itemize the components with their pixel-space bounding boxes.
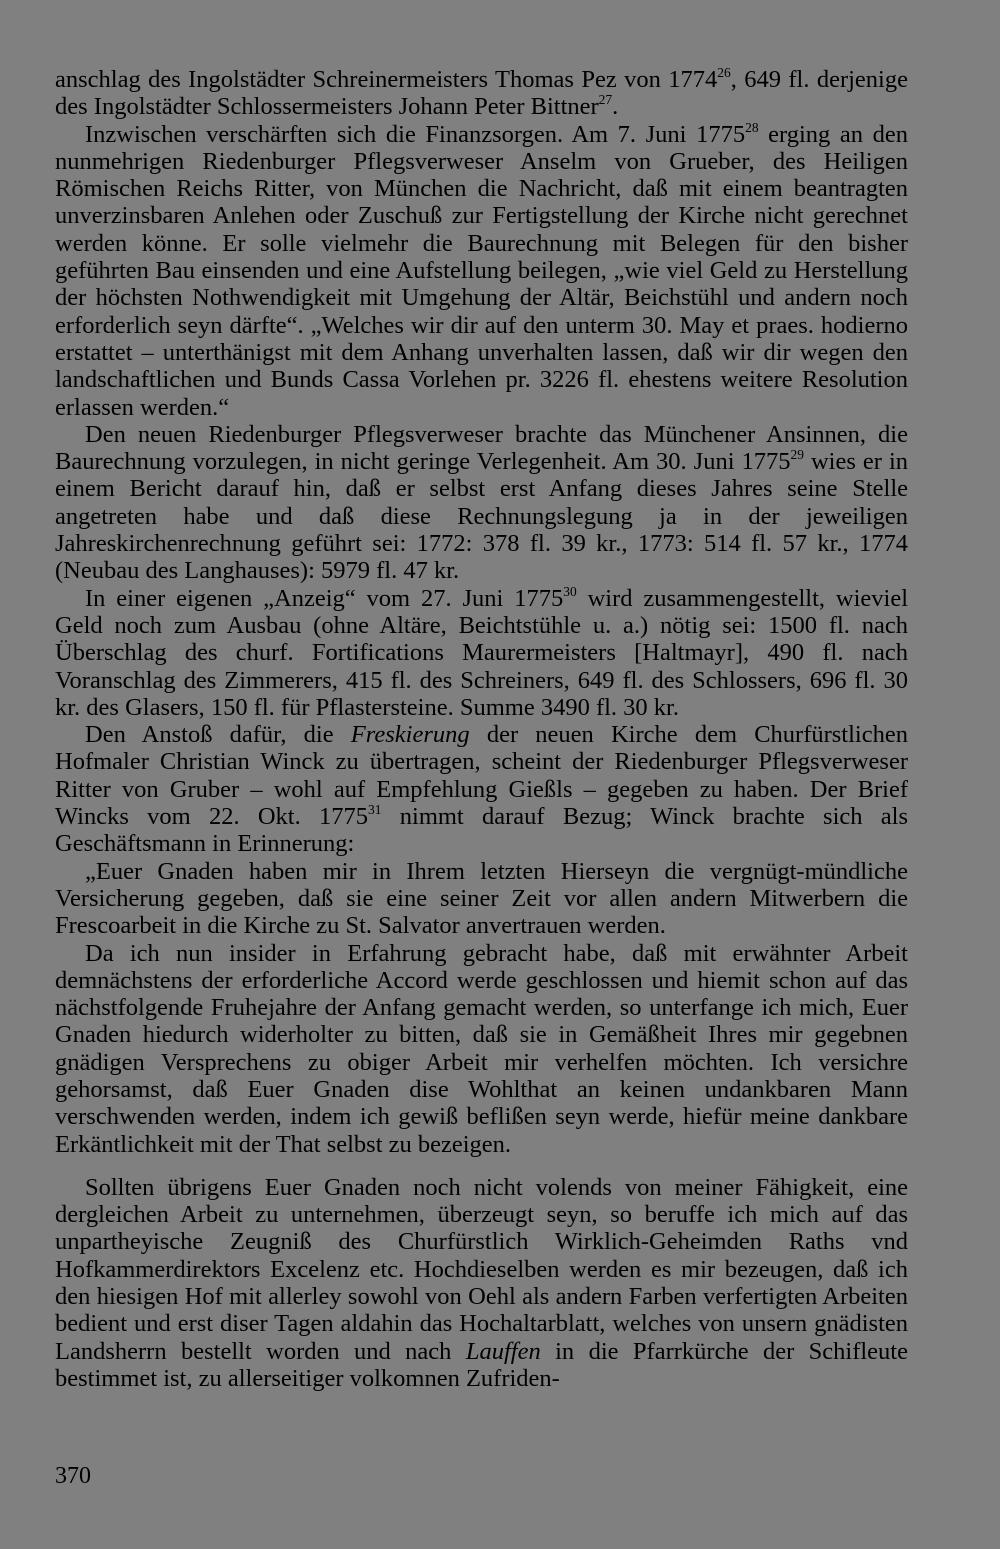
text-segment: nimmt darauf Bezug; Winck brachte sich als Geschäftsmann in Erinnerung: <box>55 803 908 858</box>
text-segment: der neuen Kirche dem Churfürstlichen Hofmaler Christian Winck zu übertragen, scheint der Riedenburger Pflegsverweser Ritter von Gruber – wohl auf Empfehlung Gießls – gegeben zu haben. Der Brief Wincks vom 22. Okt. 1775 <box>55 721 908 831</box>
text-segment: wird zusammengestellt, wieviel Geld noch zum Ausbau (ohne Altäre, Beichtstühle u. a.) nötig sei: 1500 fl. nach Überschlag des churf. Fortifications Maurermeisters [Haltmayr], 490 fl. nach Voranschlag des Zimmerers, 415 fl. des Schreiners, 649 fl. des Schlossers, 696 fl. 30 kr. des Glasers, 150 fl. für Pflastersteine. Summe 3490 fl. 30 kr. <box>55 584 908 721</box>
text-segment: erging an den nunmehrigen Riedenburger Pflegsverweser Anselm von Grueber, des Heiligen Römischen Reichs Ritter, von München die Nachricht, daß mit einem beantragten unverzinsbaren Anlehen oder Zuschuß zur Fertigstellung der Kirche nicht gerechnet werden könne. Er solle vielmehr die Baurechnung mit Belegen für den bisher geführten Bau einsenden und eine Aufstellung beilegen, „wie viel Geld zu Herstellung der höchsten Nothwendigkeit mit Umgehung der Altär, Beichstühl und andern noch erforderlich seyn därfte“. „Welches wir dir auf den unterm 30. May et praes. hodierno erstattet – unterthänigst mit dem Anhang unverhalten lassen, daß wir dir wegen den landschaftlichen und Bunds Cassa Vorlehen pr. 3226 fl. ehestens weitere Resolution erlassen werden.“ <box>55 120 908 421</box>
text-segment: in die Pfarrkürche der Schifleute bestimmet ist, zu allerseitiger volkomnen Zufriden- <box>55 1337 908 1392</box>
text-segment: „Euer Gnaden haben mir in Ihrem letzten Hierseyn die vergnügt-mündliche Versicherung gegeben, daß sie eine seiner Zeit vor allen andern Mitwerbern die Frescoarbeit in die Kirche zu St. Salvator anvertrauen werden. <box>55 857 908 940</box>
text-segment: Inzwischen verschärften sich die Finanzsorgen. Am 7. Juni 1775 <box>85 120 746 148</box>
text-segment: anschlag des Ingolstädter Schreinermeisters Thomas Pez von 1774 <box>55 66 718 93</box>
text-segment: Sollten übrigens Euer Gnaden noch nicht volends von meiner Fähigkeit, eine dergleichen Arbeit zu unternehmen, überzeugt seyn, so beruffe ich mich auf das unpartheyische Zeugniß des Churfürstlich Wirklich-Geheimden Raths vnd Hofkammerdirektors Excelenz etc. Hochdieselben werden es mir bezeugen, daß ich den hiesigen Hof mit allerley sowohl von Oehl als andern Farben verfertigten Arbeiten bedient und erst diser Tagen aldahin das Hochaltarblatt, welches von unsern gnädisten Landsherrn bestellt worden und nach <box>55 1173 908 1365</box>
footnote-marker: 31 <box>368 801 382 817</box>
paragraph-p7 <box>55 940 908 1158</box>
footnote-marker: 27 <box>598 92 613 108</box>
italic-term: Freskierung <box>350 721 470 749</box>
paragraph-p5 <box>55 721 908 857</box>
paragraph-p3 <box>55 421 908 585</box>
page-number: 370 <box>55 1463 91 1489</box>
body-text <box>55 66 908 1392</box>
text-segment: Den Anstoß dafür, die <box>85 721 351 749</box>
footnote-marker: 28 <box>745 119 759 135</box>
paragraph-p6 <box>55 858 908 940</box>
text-segment: , 649 fl. derjenige des Ingolstädter Schlossermeisters Johann Peter Bittner <box>55 66 908 121</box>
text-segment: Den neuen Riedenburger Pflegsverweser brachte das Münchener Ansinnen, die Baurechnung vorzulegen, in nicht geringe Verlegenheit. Am 30. Juni 1775 <box>55 420 908 476</box>
footnote-marker: 29 <box>790 447 804 463</box>
footnote-marker: 30 <box>563 583 577 599</box>
footnote-marker: 26 <box>717 64 731 80</box>
italic-term: Lauffen <box>465 1337 541 1365</box>
text-segment: In einer eigenen „Anzeig“ vom 27. Juni 1775 <box>85 584 564 612</box>
paragraph-p8 <box>55 1174 908 1392</box>
paragraph-p4 <box>55 585 908 721</box>
paragraph-p1 <box>55 66 908 121</box>
text-segment: Da ich nun insider in Erfahrung gebracht habe, daß mit erwähnter Arbeit demnächstens der erforderliche Accord werde geschlossen und hiemit schon auf das nächstfolgende Fruhejahre der Anfang gemacht werden, so unterfange ich mich, Euer Gnaden hiedurch widerholter zu bitten, daß sie in Gemäßheit Ihres mir gegebnen gnädigen Versprechens zu obiger Arbeit mir verhelfen möchten. Ich versichre gehorsamst, daß Euer Gnaden dise Wohlthat an keinen undankbaren Mann verschwenden werden, indem ich gewiß beflißen seyn werde, hiefür meine dankbare Erkäntlichkeit mit der That selbst zu bezeigen. <box>55 939 908 1158</box>
text-segment: wies er in einem Bericht darauf hin, daß er selbst erst Anfang dieses Jahres seine Stelle angetreten habe und daß diese Rechnungslegung ja in der jeweiligen Jahreskirchenrechnung geführt sei: 1772: 378 fl. 39 kr., 1773: 514 fl. 57 kr., 1774 (Neubau des Langhauses): 5979 fl. 47 kr. <box>55 448 909 585</box>
text-segment: . <box>612 93 619 121</box>
paragraph-p2 <box>55 121 908 421</box>
